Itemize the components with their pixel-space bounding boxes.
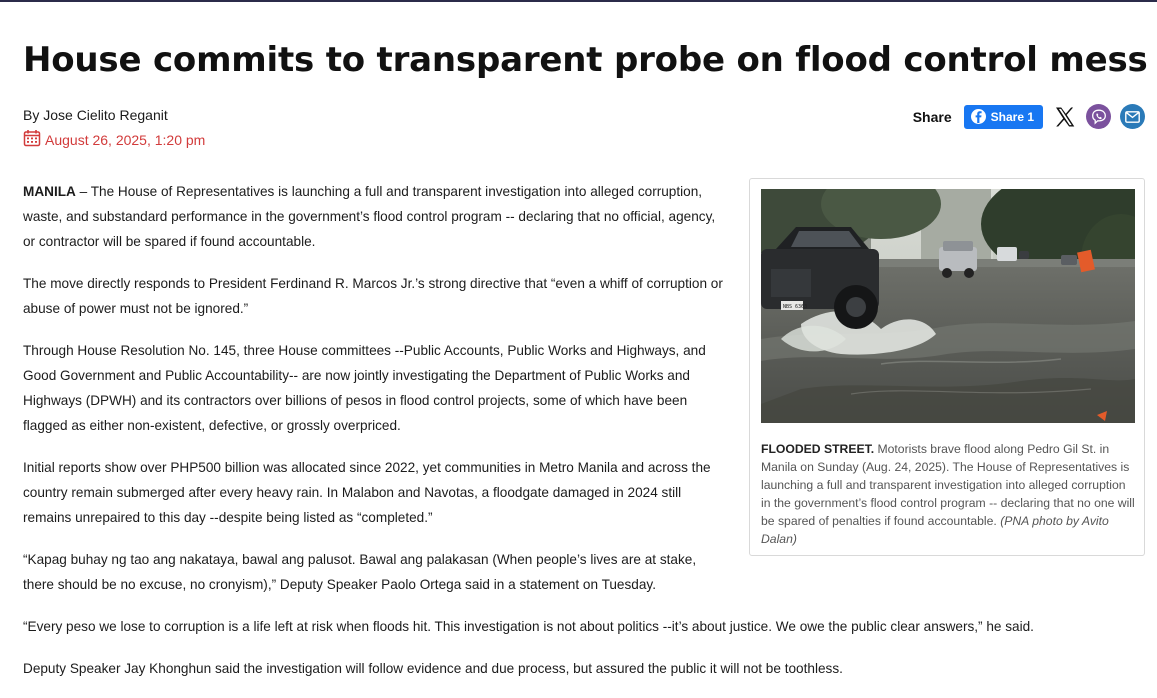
calendar-icon: [23, 129, 41, 150]
email-share-button[interactable]: [1120, 104, 1145, 129]
page-title: House commits to transparent probe on flood control mess: [23, 40, 1148, 80]
caption-headline: FLOODED STREET.: [761, 442, 875, 456]
facebook-icon: [971, 109, 986, 124]
byline: By Jose Cielito Reganit: [23, 107, 168, 123]
article-paragraph: Through House Resolution No. 145, three House committees --Public Accounts, Public Works and Highways, and Good Government and Public Accountability-- are now jointly investigating the Department of Public Works and Highways (DPWH) and its contractors over billions of pesos in flood control projects, some of which have been flagged as either non-existent, defective, or grossly overpriced.: [23, 343, 706, 433]
facebook-share-button[interactable]: [964, 105, 1043, 129]
article-paragraph: MANILA – The House of Representatives is launching a full and transparent investigation into alleged corruption, waste, and substandard performance in the government’s flood control program -- declaring that no official, agency, or contractor will be spared if found accountable.: [23, 184, 716, 249]
email-icon: [1125, 111, 1140, 123]
x-share-button[interactable]: [1052, 104, 1077, 129]
article-paragraph: The move directly responds to President Ferdinand R. Marcos Jr.’s strong directive that “even a whiff of corruption or abuse of power must not be ignored.”: [23, 276, 723, 316]
license-plate: NBS 6363: [783, 304, 808, 310]
x-icon: [1054, 106, 1076, 128]
publish-date-text: August 26, 2025, 1:20 pm: [45, 131, 206, 148]
caption-text: Motorists brave flood along Pedro Gil St. in Manila on Sunday (Aug. 24, 2025). The House of Representatives is launching a full and transparent investigation into alleged corruption in the government’s flood control program -- declaring that no one will be spared of penalties if found accountable.: [761, 442, 1135, 528]
figure-caption: [761, 440, 1135, 548]
share-bar: [913, 104, 1145, 129]
article-paragraph: “Kapag buhay ng tao ang nakataya, bawal ang palusot. Bawal ang palakasan (When people’s lives are at stake, there should be no excuse, no cronyism),” Deputy Speaker Paolo Ortega said in a statement on Tuesday.: [23, 552, 697, 592]
article-figure: [749, 178, 1145, 556]
photo-credit: (PNA photo by Avito Dalan): [761, 514, 1109, 546]
publish-date: [23, 129, 205, 150]
article-paragraph: Initial reports show over PHP500 billion was allocated since 2022, yet communities in Metro Manila and across the country remain submerged after every heavy rain. In Malabon and Navotas, a floodgate damaged in 2024 still remains unrepaired to this day --despite being listed as “completed.”: [23, 460, 711, 525]
viber-icon: [1091, 109, 1107, 125]
dateline-city: MANILA: [23, 184, 76, 199]
article-paragraph: “Every peso we lose to corruption is a life left at risk when floods hit. This investigation is not about politics --it’s about justice. We owe the public clear answers,” he said.: [23, 619, 1034, 634]
flood-photo[interactable]: [761, 189, 1135, 423]
facebook-share-label: Share 1: [990, 109, 1034, 124]
share-label: Share: [912, 108, 952, 125]
top-rule: [0, 0, 1157, 2]
article-paragraph: Deputy Speaker Jay Khonghun said the investigation will follow evidence and due process, but assured the public it will not be toothless.: [23, 661, 843, 676]
viber-share-button[interactable]: [1086, 104, 1111, 129]
